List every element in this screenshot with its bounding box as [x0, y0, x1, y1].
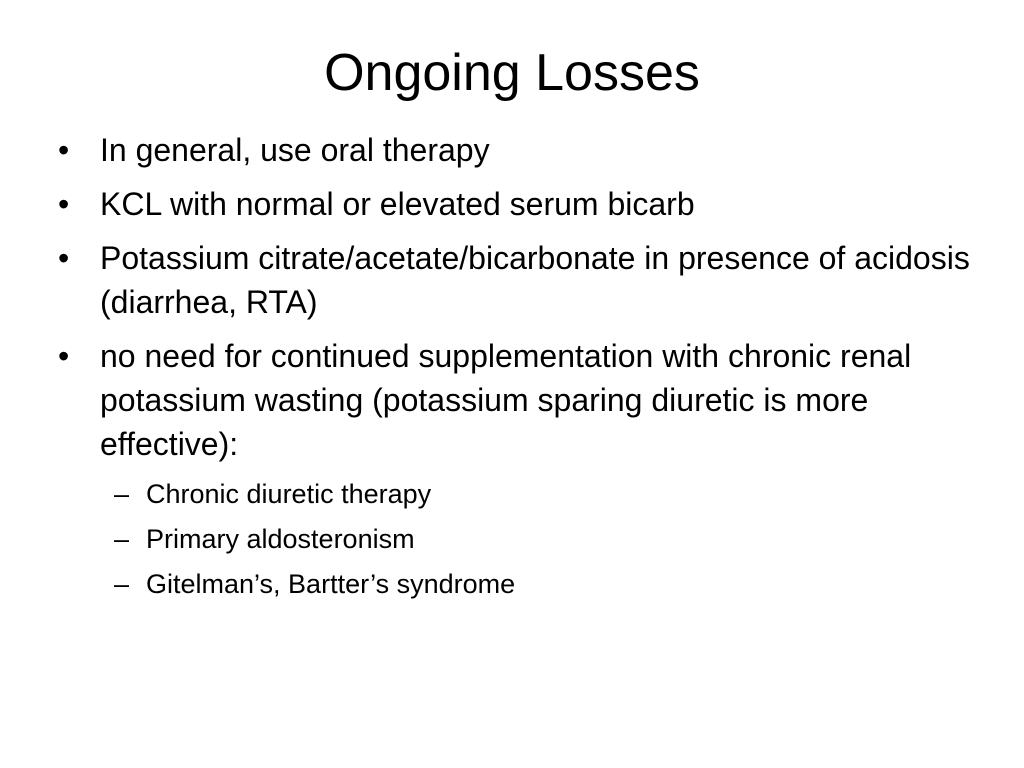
bullet-item — [0, 236, 1024, 324]
bullet-item — [0, 128, 1024, 172]
bullet-marker: • — [58, 186, 70, 222]
bullet-list — [0, 128, 1024, 611]
sub-bullet-marker: – — [114, 524, 130, 554]
sub-bullet-marker: – — [114, 569, 130, 599]
bullet-text: In general, use oral therapy — [100, 132, 490, 168]
bullet-item — [0, 182, 1024, 226]
sub-bullet-item — [0, 566, 1024, 603]
bullet-text: no need for continued supplementation with chronic renal potassium wasting (potassium sparing diuretic is more effective): — [100, 338, 912, 462]
sub-bullet-text: Gitelman’s, Bartter’s syndrome — [146, 569, 516, 599]
bullet-text: Potassium citrate/acetate/bicarbonate in presence of acidosis (diarrhea, RTA) — [100, 240, 970, 320]
sub-bullet-item — [0, 476, 1024, 513]
bullet-item — [0, 334, 1024, 466]
bullet-marker: • — [58, 132, 70, 168]
bullet-text: KCL with normal or elevated serum bicarb — [100, 186, 695, 222]
sub-bullet-text: Primary aldosteronism — [146, 524, 415, 554]
bullet-marker: • — [58, 338, 70, 374]
bullet-marker: • — [58, 240, 70, 276]
sub-bullet-marker: – — [114, 479, 130, 509]
slide-title: Ongoing Losses — [324, 44, 700, 102]
sub-bullet-item — [0, 521, 1024, 558]
sub-bullet-text: Chronic diuretic therapy — [146, 479, 432, 509]
